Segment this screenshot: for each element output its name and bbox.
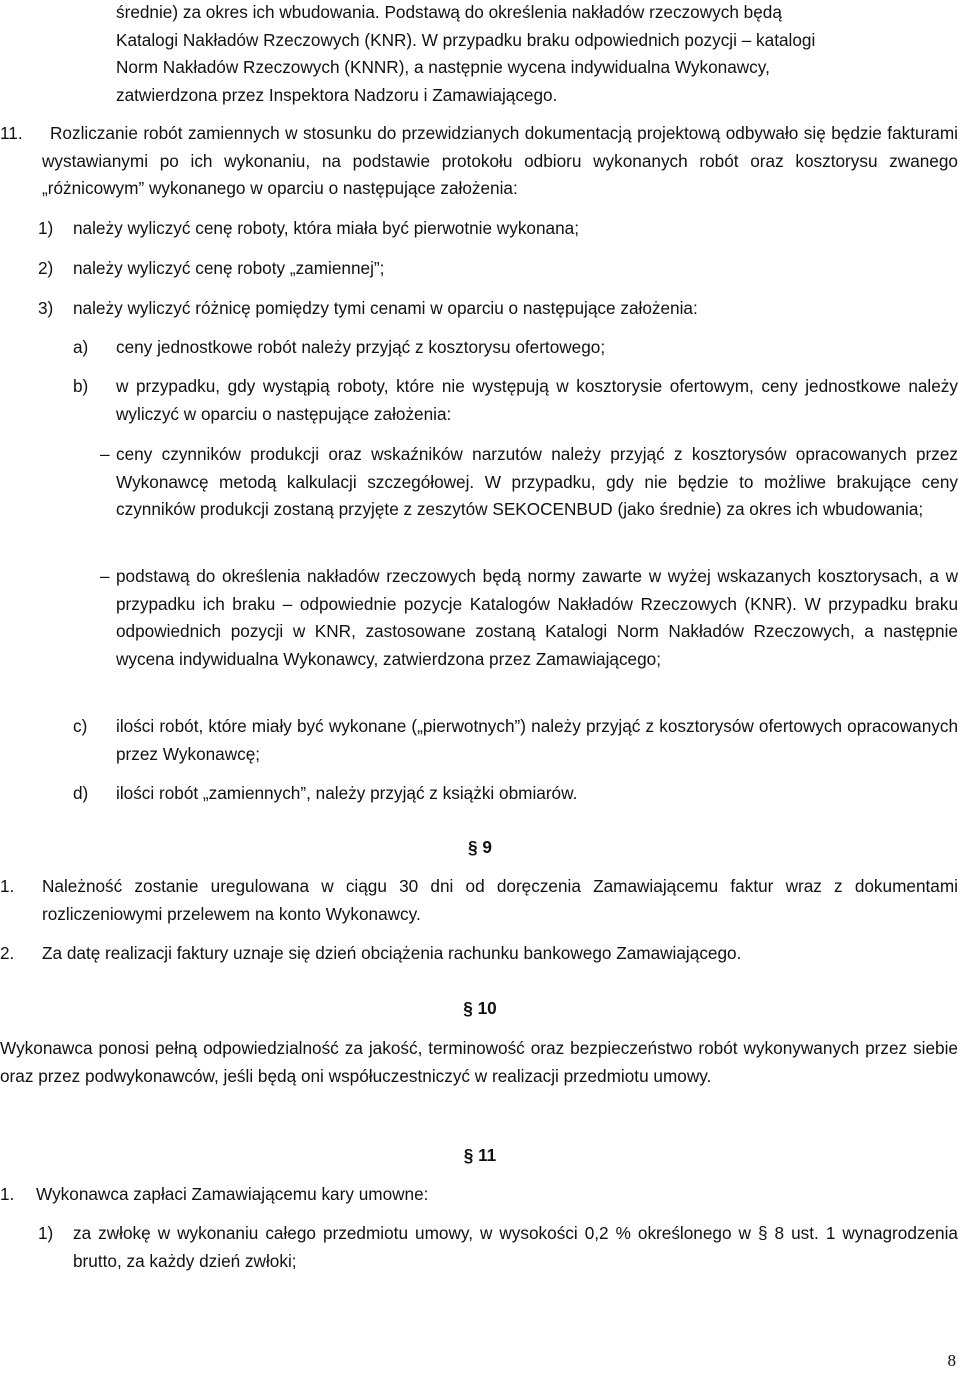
section-11-item-marker: 1. <box>0 1184 15 1204</box>
section-9-item-text: Za datę realizacji faktury uznaje się dzień obciążenia rachunku bankowego Zamawiającego. <box>42 943 742 963</box>
section-11-sub-marker: 1) <box>38 1223 54 1243</box>
item-11-number: 11. <box>0 123 23 143</box>
letter-item-text: ilości robót, które miały być wykonane („pierwotnych”) należy przyjąć z kosztorysów ofertowych opracowanych przez Wykonawcę; <box>116 716 958 764</box>
item-11-paragraph: Rozliczanie robót zamiennych w stosunku do przewidzianych dokumentacją projektową odbywało się będzie fakturami wystawianymi po ich wykonaniu, na podstawie protokołu odbioru wykonanych robót oraz kosztorysu zwanego „różnicowym” wykonanego w oparciu o następujące założenia: <box>42 123 958 198</box>
top-paragraph <box>116 0 958 109</box>
dash-marker: – <box>100 444 110 464</box>
section-9-item-marker: 1. <box>0 876 15 896</box>
section-10-paragraph: Wykonawca ponosi pełną odpowiedzialność za jakość, terminowość oraz bezpieczeństwo robót wykonywanych przez siebie oraz przez podwykonawców, jeśli będą oni współuczestniczyć w realizacji przedmiotu umowy. <box>0 1038 958 1086</box>
sub-item-marker: 3) <box>38 298 54 318</box>
sub-item-marker: 1) <box>38 218 54 238</box>
dash-item-text: ceny czynników produkcji oraz wskaźników narzutów należy przyjąć z kosztorysów opracowanych przez Wykonawcę metodą kalkulacji szczegółowej. W przypadku, gdy nie będzie to możliwe brakujące ceny czynników produkcji zostaną przyjęte z zeszytów SEKOCENBUD (jako średnie) za okres ich wbudowania; <box>116 444 958 519</box>
letter-item-marker: c) <box>73 716 88 736</box>
section-10-heading: § 10 <box>463 998 497 1018</box>
text-line: zatwierdzona przez Inspektora Nadzoru i Zamawiającego. <box>116 84 558 105</box>
sub-item-text: należy wyliczyć różnicę pomiędzy tymi cenami w oparciu o następujące założenia: <box>73 298 698 318</box>
letter-item-marker: b) <box>73 376 89 396</box>
section-11-heading: § 11 <box>463 1145 497 1165</box>
sub-item-marker: 2) <box>38 258 54 278</box>
text-line: Norm Nakładów Rzeczowych (KNNR), a następnie wycena indywidualna Wykonawcy, <box>116 57 770 77</box>
section-11-sub-text: za zwłokę w wykonaniu całego przedmiotu umowy, w wysokości 0,2 % określonego w § 8 ust. 1 wynagrodzenia brutto, za każdy dzień zwłoki; <box>73 1223 958 1271</box>
text-line: Katalogi Nakładów Rzeczowych (KNR). W przypadku braku odpowiednich pozycji – katalogi <box>116 29 816 50</box>
dash-marker: – <box>100 566 110 586</box>
letter-item-text: w przypadku, gdy wystąpią roboty, które nie występują w kosztorysie ofertowym, ceny jednostkowe należy wyliczyć w oparciu o następujące założenia: <box>116 376 958 424</box>
sub-item-text: należy wyliczyć cenę roboty, która miała być pierwotnie wykonana; <box>73 218 579 238</box>
section-9-item-text: Należność zostanie uregulowana w ciągu 30 dni od doręczenia Zamawiającemu faktur wraz z dokumentami rozliczeniowymi przelewem na konto Wykonawcy. <box>42 876 958 924</box>
section-11-item-text: Wykonawca zapłaci Zamawiającemu kary umowne: <box>36 1184 429 1204</box>
letter-item-text: ceny jednostkowe robót należy przyjąć z kosztorysu ofertowego; <box>116 337 606 357</box>
section-9-item-marker: 2. <box>0 943 15 963</box>
letter-item-text: ilości robót „zamiennych”, należy przyjąć z książki obmiarów. <box>116 783 578 803</box>
text-line: średnie) za okres ich wbudowania. Podstawą do określenia nakładów rzeczowych będą <box>116 2 782 22</box>
section-9-heading: § 9 <box>468 837 492 857</box>
letter-item-marker: d) <box>73 783 89 803</box>
dash-item-text: podstawą do określenia nakładów rzeczowych będą normy zawarte w wyżej wskazanych kosztorysach, a w przypadku ich braku – odpowiednie pozycje Katalogów Nakładów Rzeczowych (KNR). W przypadku braku odpowiednich pozycji w KNR, zastosowane zostaną Katalogi Norm Nakładów Rzeczowych, a następnie wycena indywidualna Wykonawcy, zatwierdzona przez Zamawiającego; <box>116 566 958 669</box>
sub-item-text: należy wyliczyć cenę roboty „zamiennej”; <box>73 258 385 278</box>
letter-item-marker: a) <box>73 337 89 357</box>
page-number: 8 <box>947 1351 956 1370</box>
